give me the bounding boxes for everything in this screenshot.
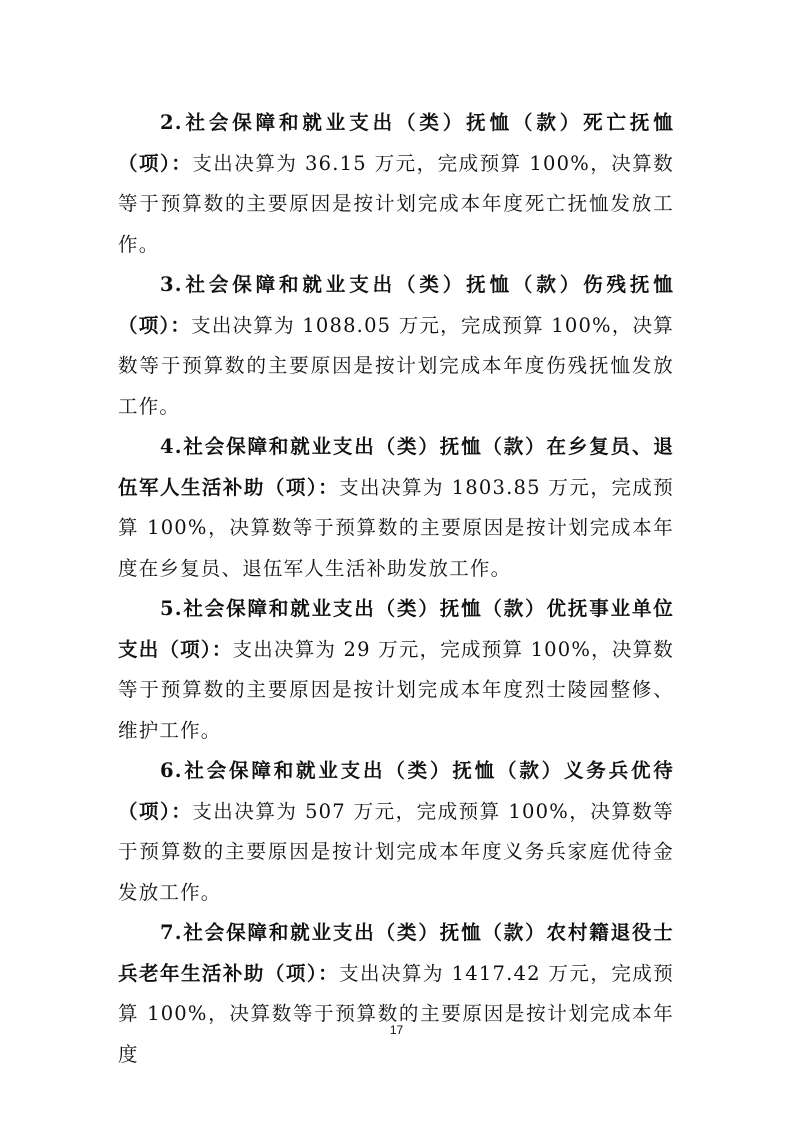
document-body <box>118 103 674 1075</box>
paragraph-death-pension <box>118 103 674 265</box>
paragraph-heading: 3.社会保障和就业支出（类）抚恤（款）伤残抚恤（项）： <box>118 273 674 337</box>
paragraph-heading: 4.社会保障和就业支出（类）抚恤（款）在乡复员、退伍军人生活补助（项）： <box>118 435 674 499</box>
paragraph-text: 支出决算为 1803.85 万元，完成预算 100%，决算数等于预算数的主要原因是按计划完成本年度在乡复员、退伍军人生活补助发放工作。 <box>118 475 674 580</box>
paragraph-text: 支出决算为 1088.05 万元，完成预算 100%，决算数等于预算数的主要原因是按计划完成本年度伤残抚恤发放工作。 <box>118 313 674 418</box>
paragraph-heading: 6.社会保障和就业支出（类）抚恤（款）义务兵优待（项）： <box>118 759 674 823</box>
paragraph-text: 支出决算为 29 万元，完成预算 100%，决算数等于预算数的主要原因是按计划完成本年度烈士陵园整修、维护工作。 <box>118 637 674 742</box>
paragraph-conscript-preferential <box>118 751 674 913</box>
paragraph-heading: 7.社会保障和就业支出（类）抚恤（款）农村籍退役士兵老年生活补助（项）： <box>118 921 674 985</box>
paragraph-disability-pension <box>118 265 674 427</box>
paragraph-text: 支出决算为 1417.42 万元，完成预算 100%，决算数等于预算数的主要原因是按计划完成本年度 <box>118 961 674 1066</box>
paragraph-pension-institution-expense <box>118 589 674 751</box>
paragraph-text: 支出决算为 36.15 万元，完成预算 100%，决算数等于预算数的主要原因是按计划完成本年度死亡抚恤发放工作。 <box>118 151 674 256</box>
paragraph-heading: 5.社会保障和就业支出（类）抚恤（款）优抚事业单位支出（项）： <box>118 597 674 661</box>
paragraph-rural-veteran-subsidy <box>118 913 674 1075</box>
paragraph-heading: 2.社会保障和就业支出（类）抚恤（款）死亡抚恤（项）： <box>118 111 674 175</box>
page-number: 17 <box>389 1023 404 1037</box>
paragraph-veteran-living-subsidy <box>118 427 674 589</box>
paragraph-text: 支出决算为 507 万元，完成预算 100%，决算数等于预算数的主要原因是按计划完成本年度义务兵家庭优待金发放工作。 <box>118 799 674 904</box>
